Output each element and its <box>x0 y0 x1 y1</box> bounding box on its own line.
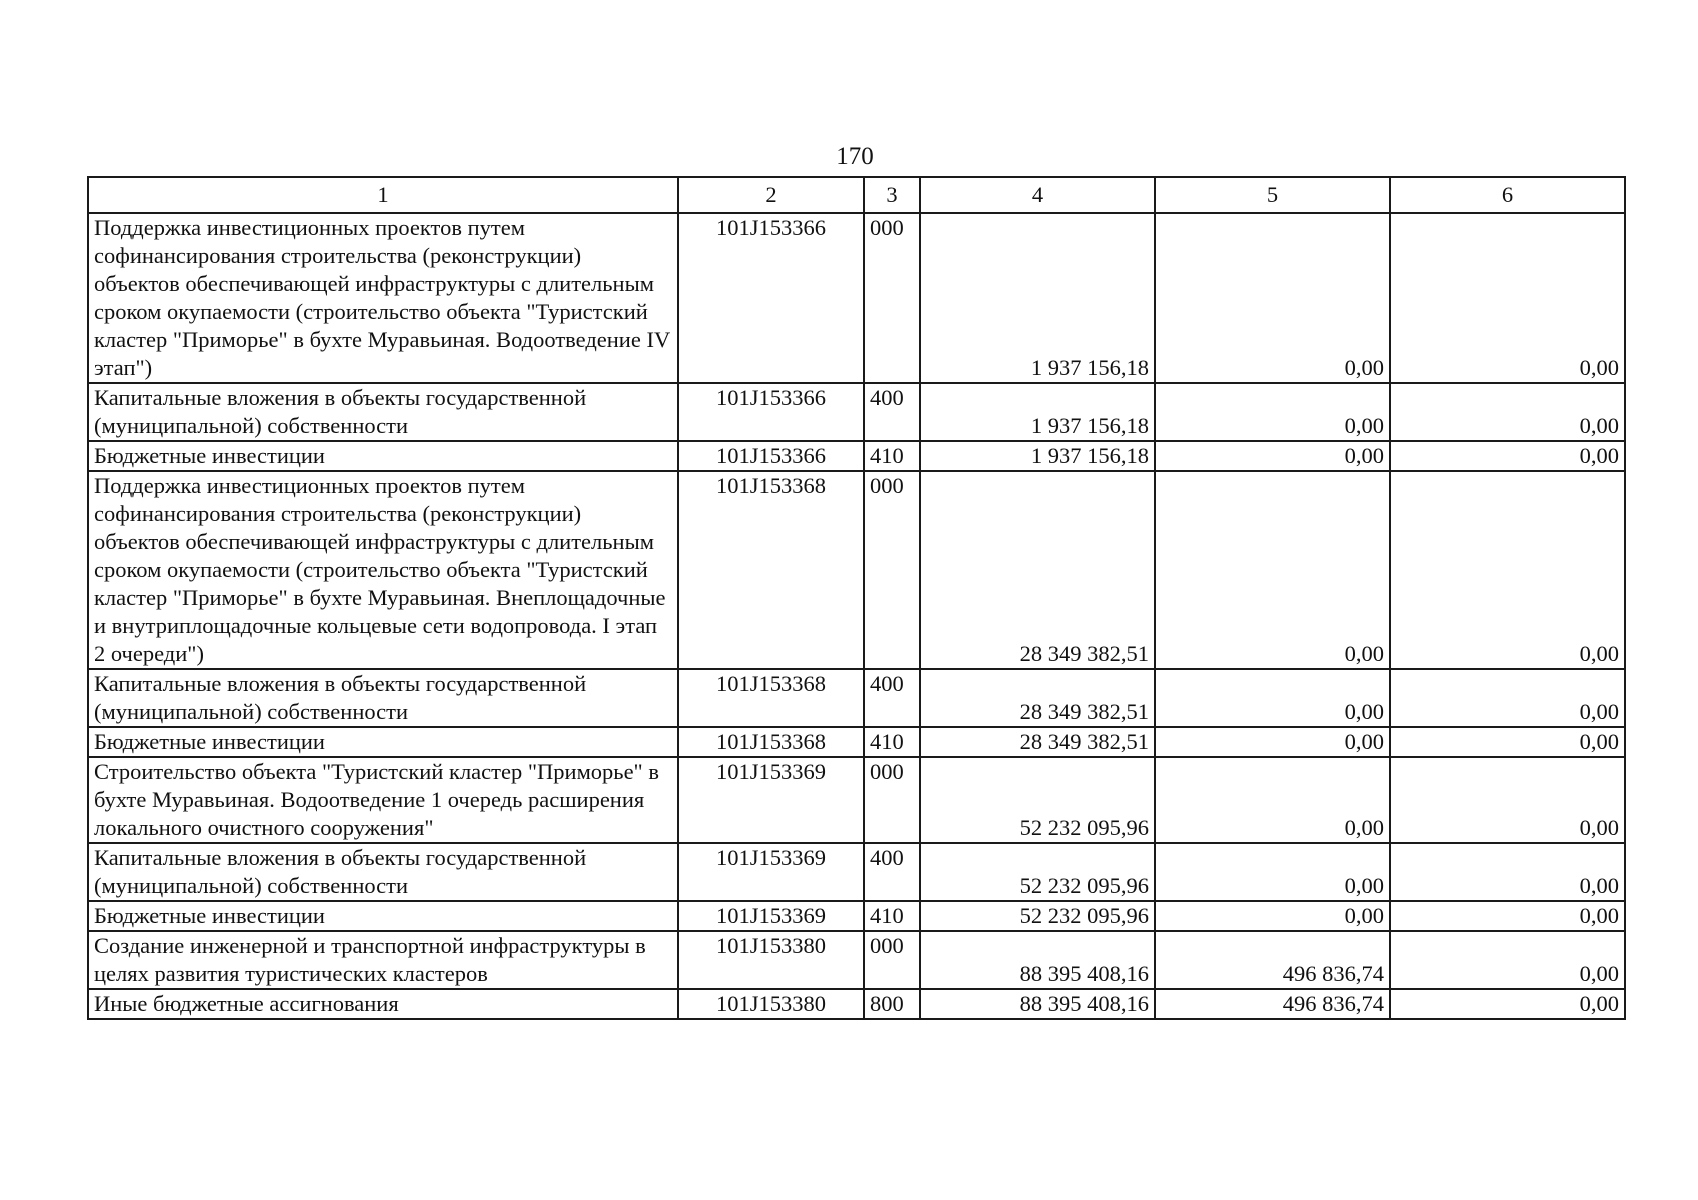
row-amount-col4: 52 232 095,96 <box>920 757 1155 843</box>
row-amount-col5: 0,00 <box>1155 757 1390 843</box>
table-row <box>88 757 1625 843</box>
header-col-6: 6 <box>1390 177 1625 213</box>
row-target-code: 101J153380 <box>678 931 864 989</box>
row-amount-col6: 0,00 <box>1390 727 1625 757</box>
row-amount-col4: 52 232 095,96 <box>920 843 1155 901</box>
row-expense-type: 000 <box>864 471 920 669</box>
row-amount-col4: 88 395 408,16 <box>920 989 1155 1019</box>
row-target-code: 101J153369 <box>678 757 864 843</box>
row-amount-col6: 0,00 <box>1390 471 1625 669</box>
row-amount-col6: 0,00 <box>1390 989 1625 1019</box>
table-row <box>88 931 1625 989</box>
table-row <box>88 383 1625 441</box>
row-name: Поддержка инвестиционных проектов путем софинансирования строительства (реконструкции) объектов обеспечивающей инфраструктуры с длительным сроком окупаемости (строительство объекта "Туристский кластер "Приморье" в бухте Муравьиная. Внеплощадочные и внутриплощадочные кольцевые сети водопровода. I этап 2 очереди") <box>88 471 678 669</box>
row-amount-col6: 0,00 <box>1390 931 1625 989</box>
row-amount-col5: 0,00 <box>1155 383 1390 441</box>
row-expense-type: 410 <box>864 441 920 471</box>
row-name: Бюджетные инвестиции <box>88 727 678 757</box>
table-row <box>88 669 1625 727</box>
row-amount-col5: 0,00 <box>1155 669 1390 727</box>
row-expense-type: 410 <box>864 901 920 931</box>
row-target-code: 101J153366 <box>678 383 864 441</box>
row-expense-type: 410 <box>864 727 920 757</box>
row-amount-col5: 0,00 <box>1155 843 1390 901</box>
row-amount-col4: 88 395 408,16 <box>920 931 1155 989</box>
row-amount-col6: 0,00 <box>1390 383 1625 441</box>
row-expense-type: 000 <box>864 757 920 843</box>
table-row <box>88 843 1625 901</box>
budget-table <box>87 176 1626 1020</box>
row-amount-col4: 28 349 382,51 <box>920 669 1155 727</box>
row-name: Иные бюджетные ассигнования <box>88 989 678 1019</box>
row-amount-col5: 496 836,74 <box>1155 989 1390 1019</box>
table-row <box>88 727 1625 757</box>
row-target-code: 101J153368 <box>678 471 864 669</box>
table-row <box>88 441 1625 471</box>
row-name: Капитальные вложения в объекты государственной (муниципальной) собственности <box>88 843 678 901</box>
row-expense-type: 000 <box>864 213 920 383</box>
row-amount-col4: 1 937 156,18 <box>920 213 1155 383</box>
row-expense-type: 000 <box>864 931 920 989</box>
row-amount-col5: 0,00 <box>1155 727 1390 757</box>
header-col-4: 4 <box>920 177 1155 213</box>
row-amount-col6: 0,00 <box>1390 757 1625 843</box>
row-target-code: 101J153369 <box>678 843 864 901</box>
page-number: 170 <box>836 143 874 170</box>
table-row <box>88 989 1625 1019</box>
row-name: Бюджетные инвестиции <box>88 901 678 931</box>
row-amount-col6: 0,00 <box>1390 901 1625 931</box>
header-col-5: 5 <box>1155 177 1390 213</box>
row-name: Капитальные вложения в объекты государственной (муниципальной) собственности <box>88 383 678 441</box>
row-amount-col5: 0,00 <box>1155 213 1390 383</box>
row-amount-col4: 28 349 382,51 <box>920 471 1155 669</box>
row-amount-col4: 1 937 156,18 <box>920 383 1155 441</box>
table-row <box>88 901 1625 931</box>
row-target-code: 101J153368 <box>678 727 864 757</box>
row-target-code: 101J153368 <box>678 669 864 727</box>
row-target-code: 101J153366 <box>678 441 864 471</box>
row-amount-col5: 496 836,74 <box>1155 931 1390 989</box>
row-name: Капитальные вложения в объекты государственной (муниципальной) собственности <box>88 669 678 727</box>
row-expense-type: 800 <box>864 989 920 1019</box>
row-target-code: 101J153366 <box>678 213 864 383</box>
table-row <box>88 213 1625 383</box>
header-row <box>88 177 1625 213</box>
row-target-code: 101J153380 <box>678 989 864 1019</box>
header-col-2: 2 <box>678 177 864 213</box>
row-name: Поддержка инвестиционных проектов путем софинансирования строительства (реконструкции) объектов обеспечивающей инфраструктуры с длительным сроком окупаемости (строительство объекта "Туристский кластер "Приморье" в бухте Муравьиная. Водоотведение IV этап") <box>88 213 678 383</box>
row-amount-col5: 0,00 <box>1155 471 1390 669</box>
row-name: Строительство объекта "Туристский кластер "Приморье" в бухте Муравьиная. Водоотведение 1 очередь расширения локального очистного сооружения" <box>88 757 678 843</box>
header-col-1: 1 <box>88 177 678 213</box>
row-expense-type: 400 <box>864 383 920 441</box>
row-amount-col5: 0,00 <box>1155 441 1390 471</box>
row-amount-col6: 0,00 <box>1390 441 1625 471</box>
row-amount-col6: 0,00 <box>1390 843 1625 901</box>
row-expense-type: 400 <box>864 843 920 901</box>
row-amount-col6: 0,00 <box>1390 213 1625 383</box>
row-expense-type: 400 <box>864 669 920 727</box>
row-name: Бюджетные инвестиции <box>88 441 678 471</box>
row-target-code: 101J153369 <box>678 901 864 931</box>
row-amount-col4: 52 232 095,96 <box>920 901 1155 931</box>
row-amount-col4: 28 349 382,51 <box>920 727 1155 757</box>
row-name: Создание инженерной и транспортной инфраструктуры в целях развития туристических кластеров <box>88 931 678 989</box>
row-amount-col5: 0,00 <box>1155 901 1390 931</box>
header-col-3: 3 <box>864 177 920 213</box>
row-amount-col4: 1 937 156,18 <box>920 441 1155 471</box>
table-row <box>88 471 1625 669</box>
row-amount-col6: 0,00 <box>1390 669 1625 727</box>
